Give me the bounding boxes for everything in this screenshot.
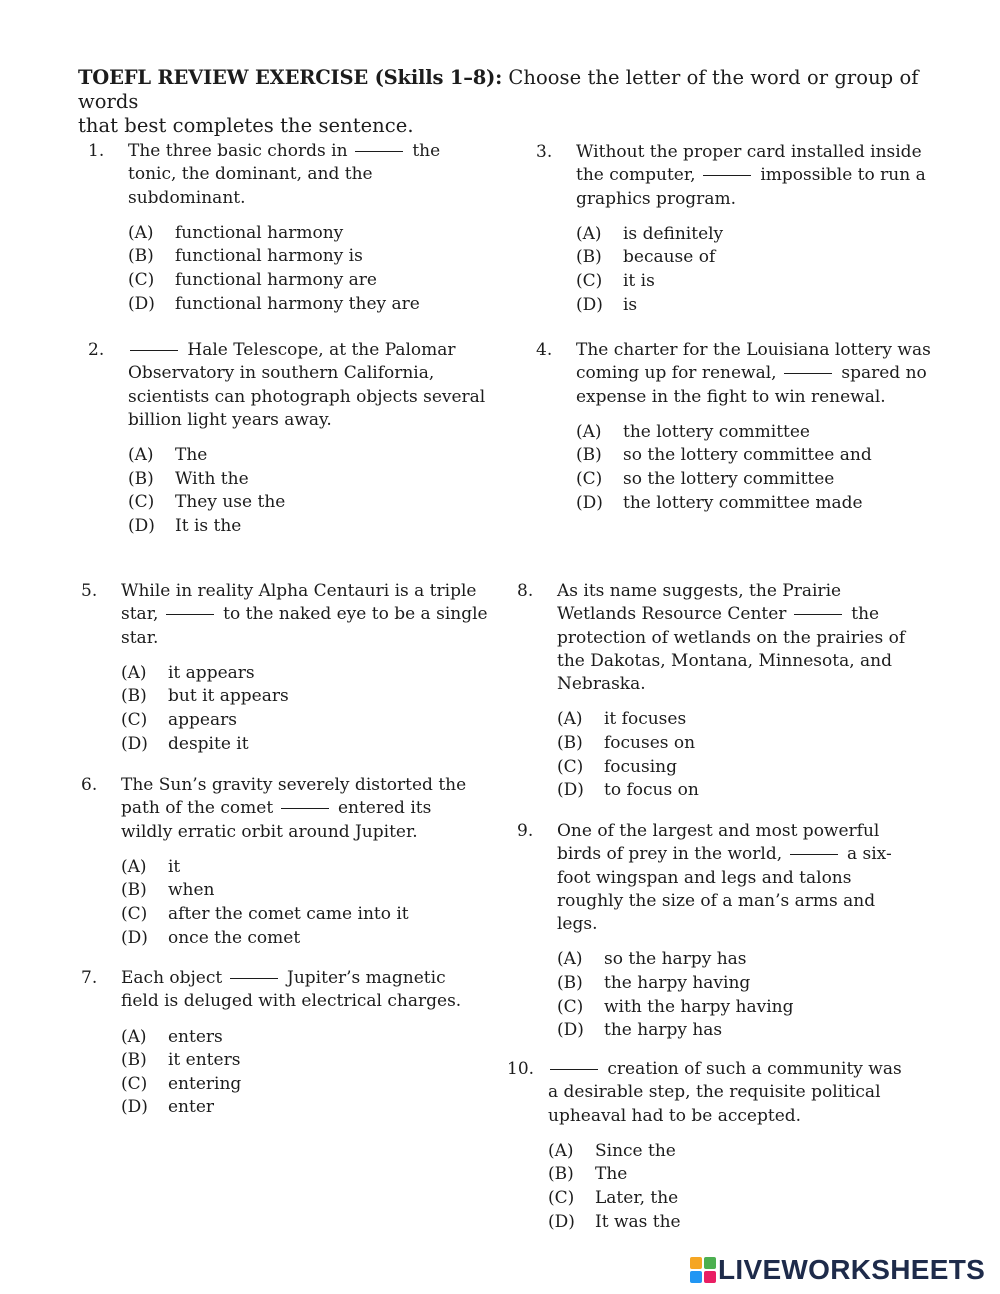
logo-square [704, 1257, 716, 1269]
answer-option[interactable] [121, 709, 501, 733]
option-letter: (C) [121, 1073, 148, 1094]
stem-line [128, 163, 508, 186]
stem-text: Nebraska. [557, 674, 646, 695]
option-text: enter [168, 1097, 215, 1118]
option-text: is definitely [623, 223, 724, 244]
option-letter: (C) [557, 756, 584, 777]
answer-option[interactable] [121, 856, 501, 880]
answer-blank [130, 350, 178, 351]
exercise-instructions-cont: that best completes the sentence. [78, 114, 414, 137]
logo-square [690, 1271, 702, 1283]
exercise-title: TOEFL REVIEW EXERCISE (Skills 1–8): [78, 66, 503, 89]
stem-text: Wetlands Resource Center [557, 604, 792, 625]
stem-text: Each object [121, 968, 228, 988]
answer-option[interactable] [121, 1096, 501, 1120]
option-text: the harpy has [604, 1020, 723, 1041]
option-letter: (B) [121, 880, 147, 901]
stem-text: The three basic chords in [128, 141, 353, 161]
option-letter: (D) [121, 1097, 148, 1118]
option-text: Since the [595, 1140, 676, 1161]
answer-options [121, 662, 501, 756]
answer-option[interactable] [557, 732, 937, 756]
stem-line [557, 673, 937, 696]
stem-line [557, 627, 937, 650]
option-letter: (B) [557, 973, 583, 994]
option-text: functional harmony they are [175, 293, 420, 314]
answer-option[interactable] [576, 492, 956, 516]
question-stem [557, 820, 937, 936]
stem-text: the [845, 604, 880, 625]
stem-text: protection of wetlands on the prairies of [557, 627, 906, 648]
answer-options [557, 708, 937, 802]
stem-line [576, 188, 956, 211]
stem-text: coming up for renewal, [576, 363, 782, 384]
liveworksheets-logo [690, 1254, 985, 1286]
option-letter: (A) [128, 222, 154, 243]
answer-option[interactable] [548, 1187, 947, 1211]
answer-option[interactable] [576, 270, 956, 294]
option-letter: (C) [576, 469, 603, 490]
answer-option[interactable] [576, 246, 956, 270]
question-number: 6. [81, 775, 98, 795]
answer-option[interactable] [121, 685, 501, 709]
answer-option[interactable] [121, 1026, 501, 1050]
question-2 [88, 339, 508, 539]
stem-line [576, 141, 956, 164]
stem-text: a desirable step, the requisite political [548, 1082, 881, 1103]
answer-options [128, 222, 508, 316]
option-text: it focuses [604, 709, 687, 730]
option-text: so the lottery committee and [623, 445, 872, 466]
question-stem [557, 580, 937, 696]
option-text: with the harpy having [604, 996, 794, 1017]
logo-square [690, 1257, 702, 1269]
stem-text: Observatory in southern California, [128, 363, 435, 384]
option-text: It is the [175, 515, 242, 536]
answer-option[interactable] [128, 293, 508, 317]
stem-line [548, 1058, 947, 1081]
stem-text: the Dakotas, Montana, Minnesota, and [557, 650, 892, 671]
option-letter: (A) [557, 949, 583, 970]
stem-text: Jupiter’s magnetic [281, 968, 446, 988]
option-text: focuses on [604, 733, 696, 754]
question-7 [81, 967, 501, 1120]
option-text: They use the [175, 492, 286, 513]
question-stem [121, 580, 501, 650]
option-letter: (D) [557, 780, 584, 801]
answer-option[interactable] [121, 903, 501, 927]
stem-line [576, 386, 956, 409]
question-stem [128, 339, 508, 432]
answer-option[interactable] [121, 1049, 501, 1073]
option-text: is [623, 294, 638, 315]
stem-line [576, 164, 956, 187]
option-letter: (A) [557, 709, 583, 730]
question-stem [121, 967, 501, 1014]
option-letter: (D) [128, 293, 155, 314]
stem-line [128, 386, 508, 409]
answer-option[interactable] [576, 444, 956, 468]
stem-text: upheaval had to be accepted. [548, 1105, 802, 1126]
stem-line [121, 821, 501, 844]
question-6 [81, 774, 501, 950]
option-text: so the lottery committee [623, 469, 835, 490]
option-letter: (C) [128, 492, 155, 513]
answer-options [576, 223, 956, 317]
question-stem [576, 339, 956, 409]
answer-options [557, 948, 937, 1042]
stem-line [128, 339, 508, 362]
option-letter: (D) [557, 1020, 584, 1041]
option-letter: (B) [128, 246, 154, 267]
stem-text: the computer, [576, 165, 701, 186]
option-letter: (B) [576, 445, 602, 466]
answer-option[interactable] [128, 515, 508, 539]
option-text: With the [175, 468, 249, 489]
answer-blank [784, 373, 832, 374]
stem-text: star. [121, 627, 159, 648]
stem-line [557, 820, 937, 843]
answer-blank [166, 614, 214, 615]
question-9 [517, 820, 937, 1043]
option-letter: (B) [548, 1164, 574, 1185]
exercise-instructions: Choose the letter of the word or group of words [78, 66, 919, 113]
option-text: functional harmony are [175, 270, 377, 291]
stem-text: While in reality Alpha Centauri is a triple [121, 581, 477, 601]
question-3 [536, 141, 956, 317]
stem-line [557, 867, 937, 890]
answer-option[interactable] [557, 948, 937, 972]
answer-option[interactable] [128, 491, 508, 515]
option-text: focusing [604, 756, 677, 777]
stem-line [121, 990, 501, 1013]
option-letter: (B) [576, 247, 602, 268]
stem-text: The charter for the Louisiana lottery was [576, 340, 931, 360]
logo-text: LIVEWORKSHEETS [718, 1254, 986, 1285]
stem-text: spared no [835, 363, 927, 384]
option-letter: (C) [576, 271, 603, 292]
option-letter: (D) [576, 294, 603, 315]
stem-line [121, 967, 501, 990]
stem-line [576, 362, 956, 385]
stem-text: Hale Telescope, at the Palomar [182, 340, 456, 360]
option-letter: (A) [548, 1140, 574, 1161]
answer-options [576, 421, 956, 515]
stem-text: billion light years away. [128, 409, 332, 430]
answer-option[interactable] [557, 779, 937, 803]
answer-blank [794, 614, 842, 615]
stem-text: The Sun’s gravity severely distorted the [121, 775, 467, 795]
answer-option[interactable] [128, 468, 508, 492]
stem-line [548, 1105, 947, 1128]
option-letter: (A) [128, 445, 154, 466]
option-text: the lottery committee [623, 421, 810, 442]
answer-blank [230, 978, 278, 979]
stem-line [557, 913, 937, 936]
question-4 [536, 339, 956, 515]
option-text: after the comet came into it [168, 904, 409, 925]
stem-text: wildly erratic orbit around Jupiter. [121, 821, 418, 842]
stem-line [121, 774, 501, 797]
option-text: despite it [168, 733, 249, 754]
option-letter: (A) [121, 856, 147, 877]
answer-option[interactable] [128, 245, 508, 269]
stem-text: graphics program. [576, 188, 736, 209]
option-text: but it appears [168, 686, 289, 707]
option-letter: (C) [548, 1188, 575, 1209]
stem-text: Without the proper card installed inside [576, 142, 922, 162]
question-number: 2. [88, 340, 105, 360]
answer-option[interactable] [548, 1163, 947, 1187]
option-text: it appears [168, 662, 255, 683]
stem-line [128, 409, 508, 432]
stem-line [121, 627, 501, 650]
option-letter: (A) [576, 223, 602, 244]
option-text: enters [168, 1026, 223, 1047]
answer-option[interactable] [557, 756, 937, 780]
option-text: so the harpy has [604, 949, 747, 970]
stem-line [121, 603, 501, 626]
question-stem [128, 140, 508, 210]
option-letter: (A) [121, 662, 147, 683]
question-8 [517, 580, 937, 803]
question-number: 1. [88, 141, 105, 161]
answer-option[interactable] [576, 421, 956, 445]
answer-option[interactable] [576, 294, 956, 318]
question-stem [121, 774, 501, 844]
option-text: functional harmony is [175, 246, 363, 267]
option-letter: (D) [576, 492, 603, 513]
answer-blank [550, 1069, 598, 1070]
question-5 [81, 580, 501, 756]
option-letter: (A) [121, 1026, 147, 1047]
stem-text: One of the largest and most powerful [557, 821, 880, 841]
answer-option[interactable] [557, 972, 937, 996]
answer-option[interactable] [121, 927, 501, 951]
option-text: it is [623, 271, 655, 292]
stem-text: scientists can photograph objects several [128, 386, 486, 407]
answer-option[interactable] [557, 708, 937, 732]
answer-option[interactable] [557, 996, 937, 1020]
answer-option[interactable] [548, 1140, 947, 1164]
option-text: It was the [595, 1211, 681, 1232]
stem-text: the [406, 141, 441, 161]
option-letter: (D) [121, 733, 148, 754]
stem-line [557, 890, 937, 913]
question-number: 3. [536, 142, 553, 162]
stem-text: a six- [841, 844, 892, 865]
option-text: because of [623, 247, 716, 268]
option-text: appears [168, 710, 237, 731]
answer-options [121, 856, 501, 950]
answer-blank [703, 175, 751, 176]
option-text: to focus on [604, 780, 699, 801]
stem-line [557, 843, 937, 866]
option-text: The [175, 445, 208, 466]
answer-option[interactable] [128, 222, 508, 246]
question-number: 7. [81, 968, 98, 988]
logo-square [704, 1271, 716, 1283]
stem-text: roughly the size of a man’s arms and [557, 890, 876, 911]
option-text: Later, the [595, 1188, 679, 1209]
answer-option[interactable] [121, 879, 501, 903]
option-text: entering [168, 1073, 242, 1094]
answer-blank [281, 808, 329, 809]
answer-option[interactable] [576, 468, 956, 492]
question-number: 4. [536, 340, 553, 360]
answer-option[interactable] [121, 1073, 501, 1097]
option-letter: (C) [121, 710, 148, 731]
answer-blank [355, 151, 403, 152]
question-10 [507, 1058, 947, 1234]
option-letter: (C) [128, 270, 155, 291]
option-text: the lottery committee made [623, 492, 863, 513]
option-text: functional harmony [175, 222, 344, 243]
answer-options [548, 1140, 947, 1234]
stem-text: As its name suggests, the Prairie [557, 581, 842, 601]
option-letter: (D) [121, 927, 148, 948]
option-letter: (D) [128, 515, 155, 536]
answer-option[interactable] [121, 733, 501, 757]
question-stem [576, 141, 956, 211]
option-text: it [168, 856, 181, 877]
stem-text: field is deluged with electrical charges. [121, 991, 462, 1012]
option-text: The [595, 1164, 628, 1185]
question-number: 5. [81, 581, 98, 601]
option-letter: (C) [121, 904, 148, 925]
answer-option[interactable] [548, 1211, 947, 1235]
option-letter: (B) [557, 733, 583, 754]
stem-line [557, 603, 937, 626]
stem-text: legs. [557, 914, 598, 935]
answer-option[interactable] [128, 269, 508, 293]
stem-text: entered its [332, 798, 432, 819]
question-number: 10. [507, 1059, 535, 1079]
answer-option[interactable] [128, 444, 508, 468]
answer-blank [790, 854, 838, 855]
stem-line [128, 362, 508, 385]
option-letter: (A) [576, 421, 602, 442]
stem-text: to the naked eye to be a single [217, 604, 488, 625]
stem-text: foot wingspan and legs and talons [557, 867, 852, 888]
stem-line [121, 797, 501, 820]
stem-text: birds of prey in the world, [557, 844, 788, 865]
stem-text: star, [121, 604, 164, 625]
option-text: once the comet [168, 927, 301, 948]
answer-option[interactable] [576, 223, 956, 247]
stem-text: impossible to run a [754, 165, 926, 186]
stem-text: subdominant. [128, 187, 246, 208]
stem-line [557, 580, 937, 603]
stem-text: path of the comet [121, 798, 279, 819]
option-letter: (D) [548, 1211, 575, 1232]
stem-line [557, 650, 937, 673]
stem-line [121, 580, 501, 603]
exercise-header [78, 66, 958, 138]
option-text: when [168, 880, 215, 901]
stem-text: creation of such a community was [602, 1059, 902, 1079]
stem-line [576, 339, 956, 362]
answer-options [128, 444, 508, 538]
question-number: 8. [517, 581, 534, 601]
question-number: 9. [517, 821, 534, 841]
stem-line [548, 1081, 947, 1104]
stem-line [128, 140, 508, 163]
option-text: it enters [168, 1050, 241, 1071]
option-text: the harpy having [604, 973, 751, 994]
stem-text: expense in the fight to win renewal. [576, 386, 886, 407]
answer-option[interactable] [557, 1019, 937, 1043]
question-stem [548, 1058, 947, 1128]
option-letter: (B) [121, 1050, 147, 1071]
stem-line [128, 187, 508, 210]
option-letter: (B) [121, 686, 147, 707]
stem-text: tonic, the dominant, and the [128, 164, 373, 185]
option-letter: (C) [557, 996, 584, 1017]
answer-option[interactable] [121, 662, 501, 686]
liveworksheets-logo-icon [690, 1257, 716, 1283]
question-1 [88, 140, 508, 316]
answer-options [121, 1026, 501, 1120]
option-letter: (B) [128, 468, 154, 489]
